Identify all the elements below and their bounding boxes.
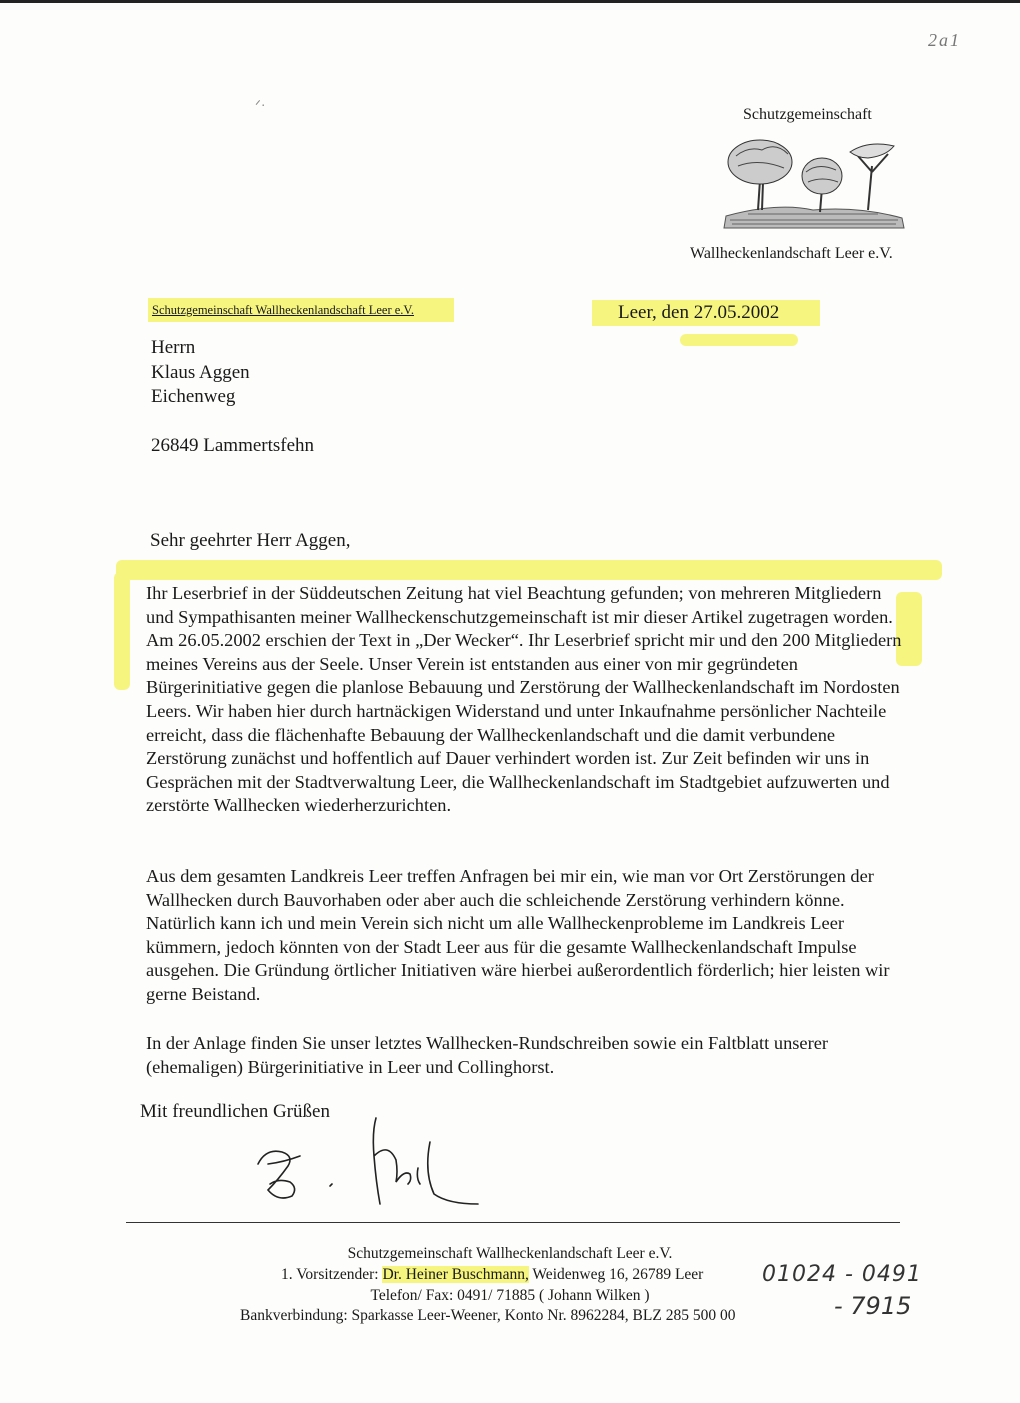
footer-chair-name: Dr. Heiner Buschmann, xyxy=(382,1266,529,1283)
footer-bank: Bankverbindung: Sparkasse Leer-Weener, Konto Nr. 8962284, BLZ 285 500 00 xyxy=(240,1307,736,1324)
letter-salutation: Sehr geehrter Herr Aggen, xyxy=(150,530,351,551)
body-paragraph: Aus dem gesamten Landkreis Leer treffen Anfragen bei mir ein, wie man vor Ort Zerstörungen der Wallhecken durch Bauvorhaben oder aber auch die schleichende Zerstörung verhindern könne. Natürlich kann ich und mein Verein sich nicht um alle Wallheckenprobleme im Landkreis Leer kümmern, jedoch könnten von der Stadt Leer aus für die gesamte Wallheckenlandschaft Impulse ausgehen. Die Gründung örtlicher Initiativen wäre hierbei außerordentlich förderlich; hier leisten wir gerne Beistand. xyxy=(146,866,890,1004)
footer-org: Schutzgemeinschaft Wallheckenlandschaft Leer e.V. xyxy=(347,1245,673,1262)
recipient-name: Klaus Aggen xyxy=(151,362,250,383)
recipient-city: 26849 Lammertsfehn xyxy=(151,435,315,456)
handwritten-signature xyxy=(248,1112,508,1222)
handwritten-phone-note: 01024 - 0491 xyxy=(762,1262,922,1287)
body-paragraph: In der Anlage finden Sie unser letztes Wallhecken-Rundschreiben sowie ein Faltblatt unserer (ehemaligen) Bürgerinitiative in Leer und Collinghorst. xyxy=(146,1033,828,1077)
footer-chair-address: Weidenweg 16, 26789 Leer xyxy=(528,1266,704,1283)
handwritten-phone-note-2: - 7915 xyxy=(834,1292,912,1320)
letter-closing: Mit freundlichen Grüßen xyxy=(140,1101,330,1122)
body-paragraph: Ihr Leserbrief in der Süddeutschen Zeitung hat viel Beachtung gefunden; von mehreren Mitgliedern und Sympathisanten meiner Wallheckenschutzgemeinschaft ist mir dieser Artikel zugetragen worden. Am 26.05.2002 erschien der Text in „Der Wecker“. Ihr Leserbrief spricht mir und den 200 Mitgliedern meines Vereins aus der Seele. Unser Verein ist entstanden aus einer von mir gegründeten Bürgerinitiative gegen die planlose Bebauung und Zerstörung der Wallheckenlandschaft im Nordosten Leers. Wir haben hier durch hartnäckigen Widerstand und unter Inkaufnahme persönlicher Nachteile erreicht, dass die flächenhafte Bebauung der Wallheckenlandschaft und die damit verbundene Zerstörung zunächst und hoffentlich auf Dauer verhindert worden ist. Zur Zeit befinden wir uns in Gesprächen mit der Stadtverwaltung Leer, die Wallheckenlandschaft im Stadtgebiet aufzuwerten und zerstörte Wallhecken wiederherzurichten. xyxy=(146,583,902,816)
highlighter-bar-left xyxy=(114,572,130,690)
highlighter-bar-top xyxy=(116,560,942,580)
scan-speck: ᐟ· xyxy=(255,99,266,114)
corner-handwritten-mark: 2a1 xyxy=(928,30,961,50)
footer-phone: Telefon/ Fax: 0491/ 71885 ( Johann Wilken ) xyxy=(370,1287,650,1304)
sender-return-line: Schutzgemeinschaft Wallheckenlandschaft Leer e.V. xyxy=(148,298,454,322)
letterhead-org-bottom: Wallheckenlandschaft Leer e.V. xyxy=(690,245,893,262)
scan-top-edge xyxy=(0,0,1020,3)
letterhead-org-top: Schutzgemeinschaft xyxy=(743,106,872,123)
trees-logo xyxy=(718,136,908,232)
highlighter-mark xyxy=(680,334,798,346)
recipient-street: Eichenweg xyxy=(151,386,236,407)
footer-rule xyxy=(126,1222,900,1223)
letter-date: Leer, den 27.05.2002 xyxy=(592,300,820,326)
footer-chair-prefix: 1. Vorsitzender: xyxy=(281,1266,383,1283)
footer-chair-line xyxy=(281,1266,703,1284)
recipient-title: Herrn xyxy=(151,337,196,358)
